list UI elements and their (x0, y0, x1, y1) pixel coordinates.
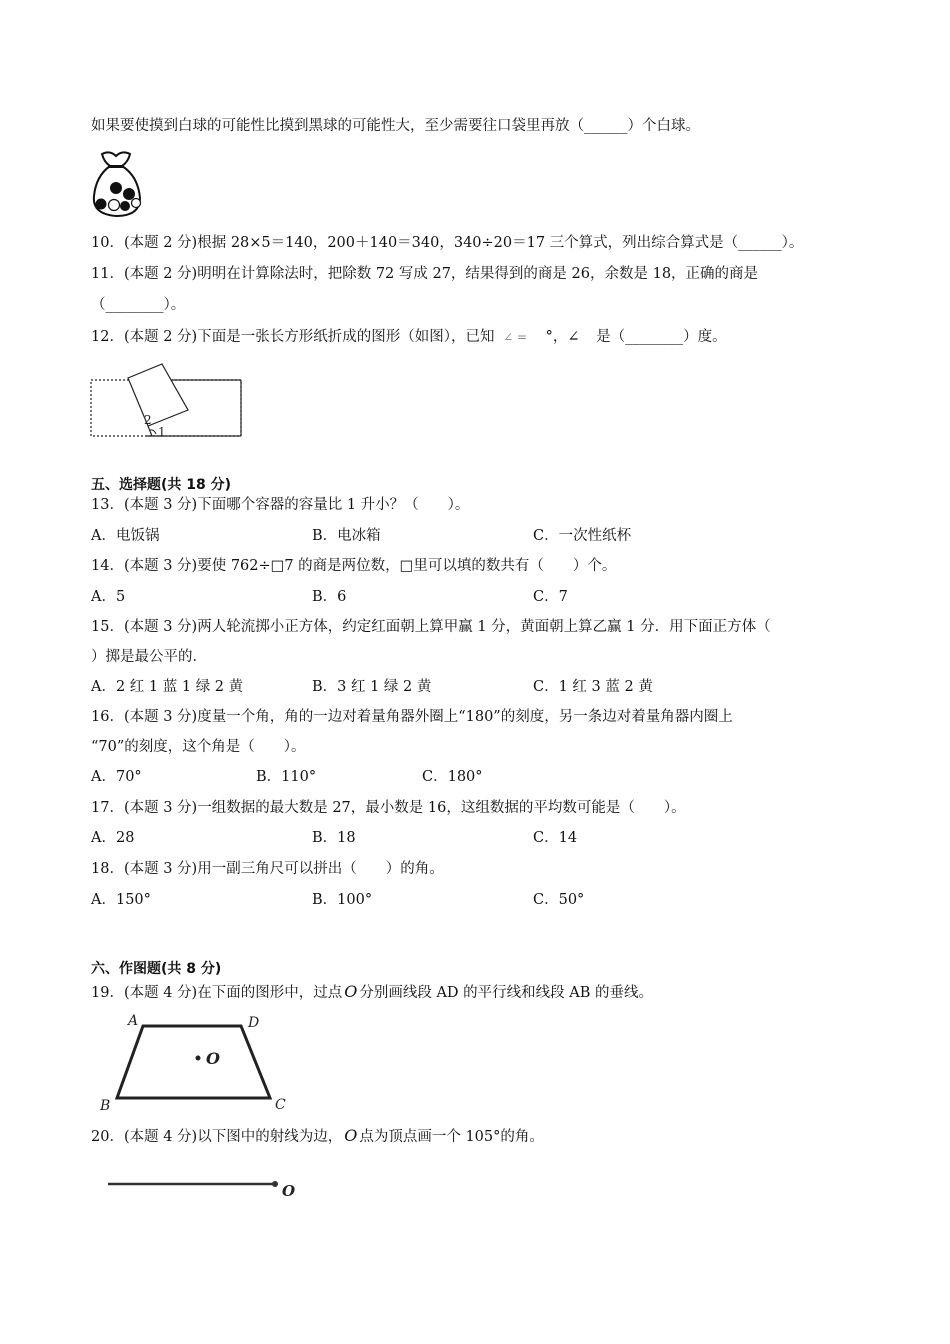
ray-label-o: O (282, 1182, 296, 1200)
black-ball-2 (96, 199, 107, 210)
black-ball-3 (123, 188, 135, 200)
q16-line2: “70”的刻度，这个角是（ ）。 (91, 739, 306, 755)
q10-text: 10．(本题 2 分)根据 28×5＝140，200＋140＝340，340÷20＝17 三个算式，列出综合算式是（______）。 (91, 235, 804, 251)
folded-paper-figure (90, 360, 245, 440)
q16-line1: 16．(本题 3 分)度量一个角，角的一边对着量角器外圈上“180”的刻度，另一条边对着量角器内圈上 (91, 709, 733, 725)
label-c: C (275, 1097, 286, 1113)
q20-text (91, 1126, 544, 1147)
q13-text: 13．(本题 3 分)下面哪个容器的容量比 1 升小？（ ）。 (91, 497, 470, 513)
q19-text-a: 19．(本题 4 分)在下面的图形中，过点 (91, 985, 343, 1001)
q20-text-b: 点为顶点画一个 105°的角。 (359, 1129, 544, 1145)
section5-title: 五、选择题(共 18 分) (91, 477, 232, 493)
q18-option-a[interactable]: A．150° (91, 892, 151, 908)
angle-label-2: 2 (144, 413, 152, 427)
folded-flap (128, 364, 188, 426)
q13-option-b[interactable]: B．电冰箱 (312, 528, 381, 544)
q12-text-b: 是（________）度。 (596, 329, 727, 345)
q15-option-a[interactable]: A．2 红 1 蓝 1 绿 2 黄 (91, 679, 244, 695)
q17-option-c[interactable]: C．14 (533, 830, 578, 846)
q15-option-c[interactable]: C．1 红 3 蓝 2 黄 (533, 679, 653, 695)
q12-angle-a: ∠ = (503, 330, 528, 344)
trapezoid-abcd (117, 1026, 270, 1098)
q11-line2: （________）。 (91, 297, 186, 313)
q15-option-b[interactable]: B．3 红 1 绿 2 黄 (312, 679, 432, 695)
label-o: O (206, 1049, 220, 1068)
label-d: D (248, 1015, 260, 1031)
q12-text (91, 327, 727, 347)
q13-option-a[interactable]: A．电饭锅 (91, 528, 160, 544)
q9-text: 如果要使摸到白球的可能性比摸到黑球的可能性大，至少需要往口袋里再放（______）个白球。 (91, 118, 700, 134)
q14-option-b[interactable]: B．6 (312, 589, 347, 605)
q17-text: 17．(本题 3 分)一组数据的最大数是 27，最小数是 16，这组数据的平均数可能是（ ）。 (91, 800, 686, 816)
q14-option-c[interactable]: C．7 (533, 589, 568, 605)
q17-option-a[interactable]: A．28 (91, 830, 135, 846)
point-o (196, 1056, 201, 1061)
q15-line1: 15．(本题 3 分)两人轮流掷小正方体，约定红面朝上算甲赢 1 分，黄面朝上算乙赢 1 分．用下面正方体（ (91, 619, 771, 635)
label-a: A (128, 1013, 139, 1029)
white-ball-1 (109, 200, 120, 211)
q13-option-c[interactable]: C．一次性纸杯 (533, 528, 632, 544)
q12-deg: °，∠ (545, 329, 580, 345)
q17-option-b[interactable]: B．18 (312, 830, 356, 846)
q14-text: 14．(本题 3 分)要使 762÷□7 的商是两位数，□里可以填的数共有（ ）个。 (91, 558, 617, 574)
angle-label-1: 1 (158, 425, 166, 439)
white-ball-2 (120, 201, 130, 211)
q16-option-a[interactable]: A．70° (91, 769, 142, 785)
q19-text-b: 分别画线段 AD 的平行线和线段 AB 的垂线。 (359, 985, 654, 1001)
q16-option-c[interactable]: C．180° (422, 769, 483, 785)
ball-bag-figure (88, 148, 148, 220)
q19-point: O (344, 982, 358, 1001)
ray-endpoint-o (272, 1181, 278, 1187)
q20-text-a: 20．(本题 4 分)以下图中的射线为边， (91, 1129, 343, 1145)
q12-text-a: 12．(本题 2 分)下面是一张长方形纸折成的图形（如图），已知 (91, 329, 495, 345)
trapezoid-figure (96, 1012, 296, 1114)
black-ball-1 (110, 182, 122, 194)
white-ball-3 (132, 199, 141, 208)
q11-line1: 11．(本题 2 分)明明在计算除法时，把除数 72 写成 27，结果得到的商是 26，余数是 18，正确的商是 (91, 266, 759, 282)
q15-line2: ）掷是最公平的． (91, 649, 207, 665)
q18-option-b[interactable]: B．100° (312, 892, 373, 908)
section6-title: 六、作图题(共 8 分) (91, 961, 222, 977)
q16-option-b[interactable]: B．110° (256, 769, 317, 785)
q18-text: 18．(本题 3 分)用一副三角尺可以拼出（ ）的角。 (91, 861, 444, 877)
label-b: B (100, 1098, 111, 1114)
q14-option-a[interactable]: A．5 (91, 589, 126, 605)
q20-point: O (344, 1126, 358, 1145)
q18-option-c[interactable]: C．50° (533, 892, 585, 908)
ray-figure (106, 1174, 301, 1200)
q19-text (91, 982, 653, 1003)
